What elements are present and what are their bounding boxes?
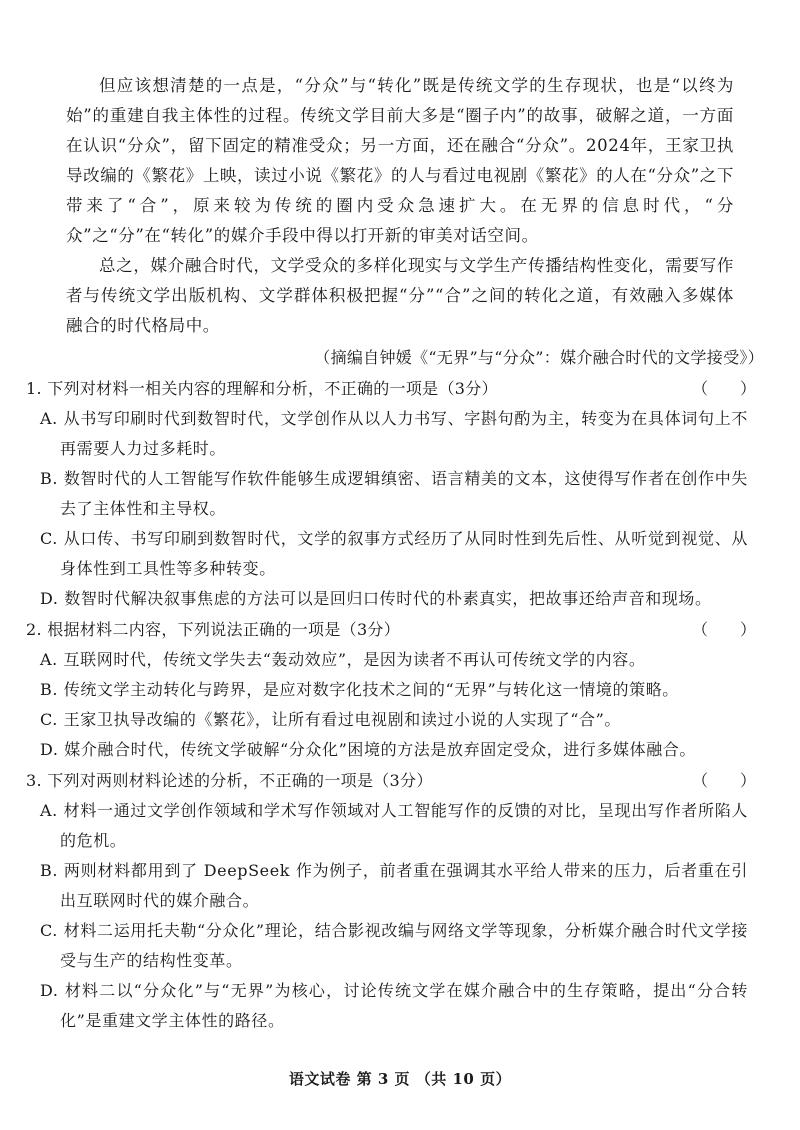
option-c: C. 王家卫执导改编的《繁花》，让所有看过电视剧和读过小说的人实现了“合”。: [40, 710, 622, 729]
option-c: C. 材料二运用托夫勒“分众化”理论，结合影视改编与网络文学等现象，分析媒介融合时代文学接受与生产的结构性变革。: [40, 921, 748, 970]
option-d: D. 材料二以“分众化”与“无界”为核心，讨论传统文学在媒介融合中的生存策略，提出“分合转化”是重建文学主体性的路径。: [40, 981, 748, 1030]
answer-blank: （ ）: [691, 379, 756, 398]
question-stem-text: 2. 根据材料二内容，下列说法正确的一项是（3分）: [26, 620, 401, 639]
option-b: B. 数智时代的人工智能写作软件能够生成逻辑缜密、语言精美的文本，这使得写作者在创作中失去了主体性和主导权。: [40, 469, 748, 518]
option-a: A. 从书写印刷时代到数智时代，文学创作从以人力书写、字斟句酌为主，转变为在具体词句上不再需要人力过多耗时。: [40, 409, 748, 458]
passage-paragraph-2: 总之，媒介融合时代，文学受众的多样化现实与文学生产传播结构性变化，需要写作者与传统文学出版机构、文学群体积极把握“分”“合”之间的转化之道，有效融入多媒体融合的时代格局中。: [66, 256, 734, 335]
option-d: D. 媒介融合时代，传统文学破解“分众化”困境的方法是放弃固定受众，进行多媒体融合。: [40, 740, 696, 759]
passage-paragraph-1: 但应该想清楚的一点是，“分众”与“转化”既是传统文学的生存现状，也是“以终为始”的重建自我主体性的过程。传统文学目前大多是“圈子内”的故事，破解之道，一方面在认识“分众”，留下固定的精准受众；另一方面，还在融合“分众”。2024年，王家卫执导改编的《繁花》上映，读过小说《繁花》的人与看过电视剧《繁花》的人在“分众”之下带来了“合”，原来较为传统的圈内受众急速扩大。在无界的信息时代，“分众”之“分”在“转化”的媒介手段中得以打开新的审美对话空间。: [66, 76, 734, 245]
question-stem-text: 1. 下列对材料一相关内容的理解和分析，不正确的一项是（3分）: [26, 379, 498, 398]
question-1: [26, 374, 756, 614]
question-stem: [26, 766, 756, 796]
question-stem: [26, 374, 756, 404]
answer-blank: （ ）: [691, 620, 756, 639]
option-d: D. 数智时代解决叙事焦虑的方法可以是回归口传时代的朴素真实，把故事还给声音和现场。: [40, 589, 712, 608]
option-a: A. 互联网时代，传统文学失去“轰动效应”，是因为读者不再认可传统文学的内容。: [40, 650, 646, 669]
option-b: B. 传统文学主动转化与跨界，是应对数字化技术之间的“无界”与转化这一情境的策略。: [40, 680, 679, 699]
answer-blank: （ ）: [691, 771, 756, 790]
page-footer: 语文试卷 第 3 页 （共 10 页）: [288, 1070, 512, 1088]
question-stem: [26, 615, 756, 645]
question-2: [26, 615, 756, 765]
passage-source: （摘编自钟媛《“无界”与“分众”：媒介融合时代的文学接受》）: [314, 348, 764, 367]
option-c: C. 从口传、书写印刷到数智时代，文学的叙事方式经历了从同时性到先后性、从听觉到视觉、从身体性到工具性等多种转变。: [40, 529, 748, 578]
option-a: A. 材料一通过文学创作领域和学术写作领域对人工智能写作的反馈的对比，呈现出写作者所陷人的危机。: [40, 801, 748, 850]
question-3: [26, 766, 756, 1036]
option-b: B. 两则材料都用到了 DeepSeek 作为例子，前者重在强调其水平给人带来的压力，后者重在引出互联网时代的媒介融合。: [40, 861, 748, 910]
question-stem-text: 3. 下列对两则材料论述的分析，不正确的一项是（3分）: [26, 771, 433, 790]
